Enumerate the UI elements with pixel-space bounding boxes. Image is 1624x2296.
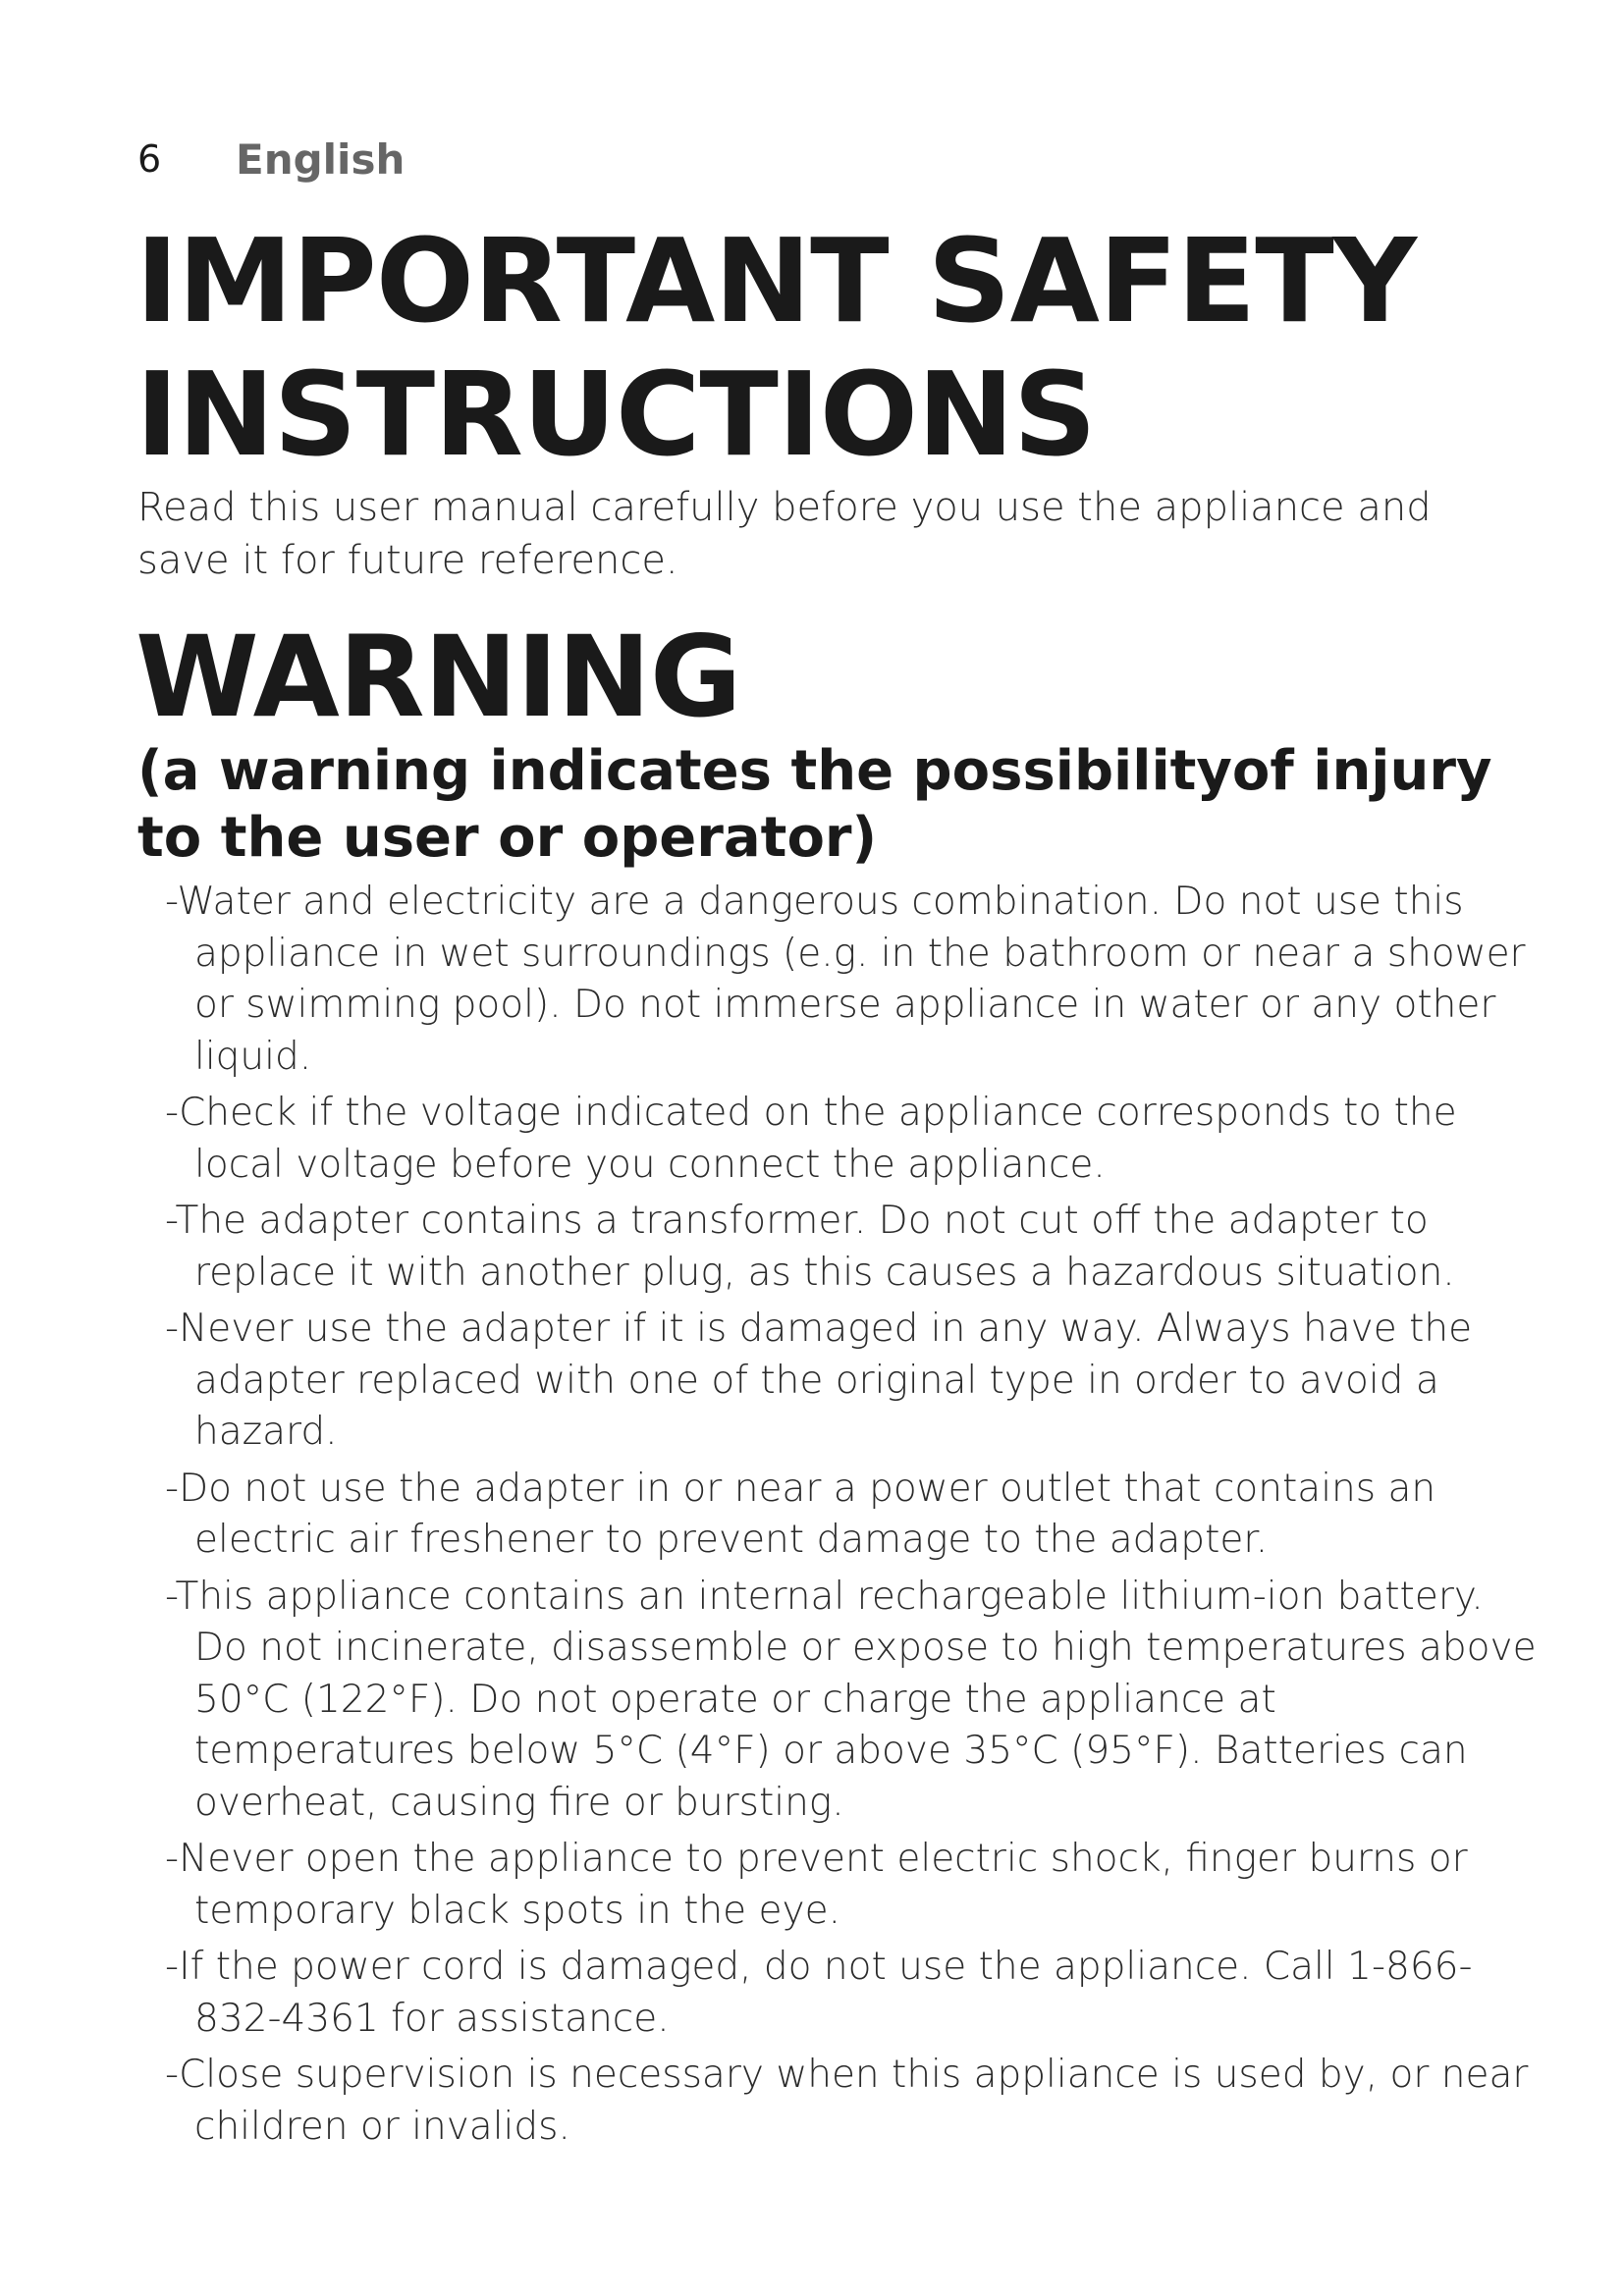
page-title-line-1: IMPORTANT SAFETY: [135, 213, 1417, 348]
warning-item: -Never open the appliance to prevent electric shock, finger burns or temporary black spots in the eye.: [165, 1837, 1468, 1933]
language-label: English: [236, 134, 406, 184]
warning-list: [165, 877, 1540, 2158]
warning-item: -This appliance contains an internal rechargeable lithium-ion battery. Do not incinerate, disassemble or expose to high temperatures above 50°C (122°F). Do not operate or charge the appliance at temperatures below 5°C (4°F) or above 35°C (95°F). Batteries can overheat, causing fire or bursting.: [165, 1574, 1537, 1825]
page-number: 6: [137, 137, 162, 181]
warning-item: -If the power cord is damaged, do not use the appliance. Call 1-866-832-4361 for assistance.: [165, 1945, 1473, 2041]
warning-item: -The adapter contains a transformer. Do not cut off the adapter to replace it with another plug, as this causes a hazardous situation.: [165, 1199, 1455, 1295]
warning-item: -Do not use the adapter in or near a power outlet that contains an electric air freshener to prevent damage to the adapter.: [165, 1466, 1436, 1562]
warning-heading: WARNING: [135, 612, 741, 742]
warning-item: -Check if the voltage indicated on the appliance corresponds to the local voltage before you connect the appliance.: [165, 1091, 1457, 1187]
warning-item: -Never use the adapter if it is damaged in any way. Always have the adapter replaced with one of the original type in order to avoid a hazard.: [165, 1307, 1473, 1454]
warning-item: -Water and electricity are a dangerous combination. Do not use this appliance in wet surroundings (e.g. in the bathroom or near a shower or swimming pool). Do not immerse appliance in water or any other liquid.: [165, 880, 1526, 1079]
page-title: [135, 214, 1530, 481]
warning-item: -Close supervision is necessary when this appliance is used by, or near children or invalids.: [165, 2053, 1529, 2149]
page-title-line-2: INSTRUCTIONS: [135, 347, 1096, 482]
intro-text: Read this user manual carefully before you use the appliance and save it for future reference.: [137, 485, 1432, 583]
page-header: [137, 130, 405, 188]
warning-subheading: (a warning indicates the possibilityof injury to the user or operator): [137, 739, 1492, 870]
